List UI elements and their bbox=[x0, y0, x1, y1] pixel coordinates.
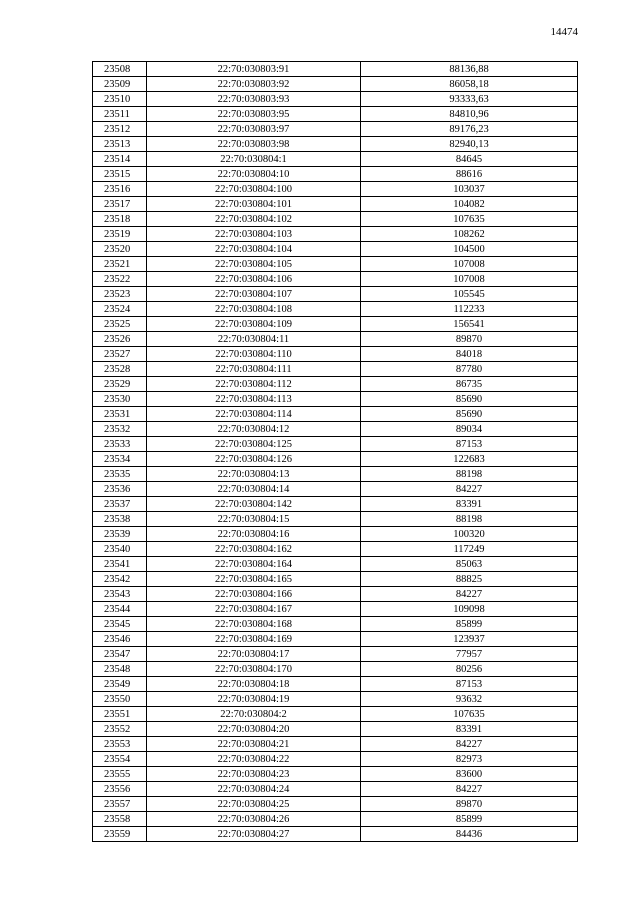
cadastral-number-cell: 22:70:030804:109 bbox=[147, 317, 361, 332]
row-number-cell: 23519 bbox=[93, 227, 147, 242]
cadastral-number-cell: 22:70:030803:91 bbox=[147, 62, 361, 77]
cadastral-number-cell: 22:70:030804:100 bbox=[147, 182, 361, 197]
cadastral-number-cell: 22:70:030804:105 bbox=[147, 257, 361, 272]
cadastral-number-cell: 22:70:030804:14 bbox=[147, 482, 361, 497]
row-number-cell: 23540 bbox=[93, 542, 147, 557]
row-number-cell: 23512 bbox=[93, 122, 147, 137]
table-row bbox=[93, 152, 578, 167]
cadastral-value-cell: 108262 bbox=[361, 227, 578, 242]
row-number-cell: 23548 bbox=[93, 662, 147, 677]
table-row bbox=[93, 407, 578, 422]
row-number-cell: 23546 bbox=[93, 632, 147, 647]
cadastral-value-cell: 117249 bbox=[361, 542, 578, 557]
row-number-cell: 23515 bbox=[93, 167, 147, 182]
cadastral-value-cell: 82973 bbox=[361, 752, 578, 767]
row-number-cell: 23524 bbox=[93, 302, 147, 317]
cadastral-number-cell: 22:70:030804:125 bbox=[147, 437, 361, 452]
cadastral-number-cell: 22:70:030804:167 bbox=[147, 602, 361, 617]
row-number-cell: 23516 bbox=[93, 182, 147, 197]
row-number-cell: 23525 bbox=[93, 317, 147, 332]
cadastral-value-cell: 105545 bbox=[361, 287, 578, 302]
table-row bbox=[93, 602, 578, 617]
cadastral-number-cell: 22:70:030804:17 bbox=[147, 647, 361, 662]
cadastral-value-cell: 122683 bbox=[361, 452, 578, 467]
cadastral-number-cell: 22:70:030804:13 bbox=[147, 467, 361, 482]
cadastral-number-cell: 22:70:030804:15 bbox=[147, 512, 361, 527]
table-row bbox=[93, 392, 578, 407]
table-row bbox=[93, 497, 578, 512]
table-row bbox=[93, 302, 578, 317]
row-number-cell: 23508 bbox=[93, 62, 147, 77]
cadastral-value-cell: 84227 bbox=[361, 782, 578, 797]
row-number-cell: 23533 bbox=[93, 437, 147, 452]
cadastral-number-cell: 22:70:030804:126 bbox=[147, 452, 361, 467]
cadastral-number-cell: 22:70:030804:168 bbox=[147, 617, 361, 632]
cadastral-value-cell: 84645 bbox=[361, 152, 578, 167]
row-number-cell: 23534 bbox=[93, 452, 147, 467]
cadastral-number-cell: 22:70:030804:22 bbox=[147, 752, 361, 767]
cadastral-value-cell: 123937 bbox=[361, 632, 578, 647]
table-row bbox=[93, 122, 578, 137]
cadastral-number-cell: 22:70:030804:111 bbox=[147, 362, 361, 377]
row-number-cell: 23536 bbox=[93, 482, 147, 497]
table-row bbox=[93, 752, 578, 767]
cadastral-value-cell: 109098 bbox=[361, 602, 578, 617]
table-row bbox=[93, 182, 578, 197]
cadastral-value-cell: 107008 bbox=[361, 272, 578, 287]
table-row bbox=[93, 632, 578, 647]
cadastral-value-cell: 86735 bbox=[361, 377, 578, 392]
row-number-cell: 23522 bbox=[93, 272, 147, 287]
cadastral-number-cell: 22:70:030804:165 bbox=[147, 572, 361, 587]
row-number-cell: 23552 bbox=[93, 722, 147, 737]
cadastral-value-cell: 88136,88 bbox=[361, 62, 578, 77]
row-number-cell: 23554 bbox=[93, 752, 147, 767]
cadastral-number-cell: 22:70:030804:107 bbox=[147, 287, 361, 302]
cadastral-value-cell: 89034 bbox=[361, 422, 578, 437]
table-row bbox=[93, 422, 578, 437]
row-number-cell: 23518 bbox=[93, 212, 147, 227]
cadastral-value-cell: 107635 bbox=[361, 212, 578, 227]
row-number-cell: 23544 bbox=[93, 602, 147, 617]
cadastral-value-cell: 89870 bbox=[361, 797, 578, 812]
row-number-cell: 23517 bbox=[93, 197, 147, 212]
table-row bbox=[93, 437, 578, 452]
row-number-cell: 23549 bbox=[93, 677, 147, 692]
cadastral-value-cell: 107008 bbox=[361, 257, 578, 272]
table-row bbox=[93, 557, 578, 572]
row-number-cell: 23538 bbox=[93, 512, 147, 527]
cadastral-number-cell: 22:70:030804:104 bbox=[147, 242, 361, 257]
cadastral-number-cell: 22:70:030804:1 bbox=[147, 152, 361, 167]
row-number-cell: 23529 bbox=[93, 377, 147, 392]
cadastral-value-cell: 100320 bbox=[361, 527, 578, 542]
row-number-cell: 23543 bbox=[93, 587, 147, 602]
row-number-cell: 23555 bbox=[93, 767, 147, 782]
cadastral-value-cell: 82940,13 bbox=[361, 137, 578, 152]
table-row bbox=[93, 527, 578, 542]
row-number-cell: 23528 bbox=[93, 362, 147, 377]
table-row bbox=[93, 362, 578, 377]
table-row bbox=[93, 707, 578, 722]
cadastral-value-cell: 104082 bbox=[361, 197, 578, 212]
table-row bbox=[93, 92, 578, 107]
row-number-cell: 23537 bbox=[93, 497, 147, 512]
cadastral-value-cell: 87153 bbox=[361, 437, 578, 452]
table-row bbox=[93, 542, 578, 557]
row-number-cell: 23520 bbox=[93, 242, 147, 257]
table-row bbox=[93, 257, 578, 272]
cadastral-number-cell: 22:70:030804:113 bbox=[147, 392, 361, 407]
row-number-cell: 23542 bbox=[93, 572, 147, 587]
table-row bbox=[93, 242, 578, 257]
cadastral-number-cell: 22:70:030803:92 bbox=[147, 77, 361, 92]
cadastral-value-cell: 104500 bbox=[361, 242, 578, 257]
cadastral-number-cell: 22:70:030804:101 bbox=[147, 197, 361, 212]
cadastral-number-cell: 22:70:030804:162 bbox=[147, 542, 361, 557]
row-number-cell: 23521 bbox=[93, 257, 147, 272]
row-number-cell: 23557 bbox=[93, 797, 147, 812]
table-row bbox=[93, 827, 578, 842]
cadastral-value-cell: 85063 bbox=[361, 557, 578, 572]
cadastral-value-cell: 93333,63 bbox=[361, 92, 578, 107]
cadastral-value-cell: 84227 bbox=[361, 737, 578, 752]
cadastral-number-cell: 22:70:030804:18 bbox=[147, 677, 361, 692]
table-row bbox=[93, 767, 578, 782]
cadastral-number-cell: 22:70:030804:20 bbox=[147, 722, 361, 737]
row-number-cell: 23509 bbox=[93, 77, 147, 92]
table-row bbox=[93, 62, 578, 77]
cadastral-value-cell: 112233 bbox=[361, 302, 578, 317]
row-number-cell: 23553 bbox=[93, 737, 147, 752]
cadastral-value-cell: 87153 bbox=[361, 677, 578, 692]
table-row bbox=[93, 197, 578, 212]
cadastral-number-cell: 22:70:030804:112 bbox=[147, 377, 361, 392]
table-row bbox=[93, 347, 578, 362]
table-body bbox=[93, 62, 578, 842]
cadastral-value-cell: 83391 bbox=[361, 497, 578, 512]
cadastral-value-table bbox=[92, 61, 578, 842]
table-row bbox=[93, 617, 578, 632]
row-number-cell: 23541 bbox=[93, 557, 147, 572]
cadastral-number-cell: 22:70:030804:170 bbox=[147, 662, 361, 677]
table-row bbox=[93, 272, 578, 287]
row-number-cell: 23558 bbox=[93, 812, 147, 827]
cadastral-value-cell: 156541 bbox=[361, 317, 578, 332]
cadastral-value-cell: 87780 bbox=[361, 362, 578, 377]
table-row bbox=[93, 452, 578, 467]
cadastral-number-cell: 22:70:030804:16 bbox=[147, 527, 361, 542]
cadastral-value-cell: 88198 bbox=[361, 467, 578, 482]
row-number-cell: 23547 bbox=[93, 647, 147, 662]
table-row bbox=[93, 572, 578, 587]
cadastral-number-cell: 22:70:030804:102 bbox=[147, 212, 361, 227]
cadastral-value-cell: 93632 bbox=[361, 692, 578, 707]
table-row bbox=[93, 812, 578, 827]
cadastral-value-cell: 88825 bbox=[361, 572, 578, 587]
table-row bbox=[93, 287, 578, 302]
cadastral-number-cell: 22:70:030804:12 bbox=[147, 422, 361, 437]
cadastral-value-cell: 83600 bbox=[361, 767, 578, 782]
table-row bbox=[93, 467, 578, 482]
table-row bbox=[93, 782, 578, 797]
table-row bbox=[93, 227, 578, 242]
cadastral-number-cell: 22:70:030804:166 bbox=[147, 587, 361, 602]
table-row bbox=[93, 692, 578, 707]
table-row bbox=[93, 107, 578, 122]
row-number-cell: 23535 bbox=[93, 467, 147, 482]
cadastral-value-cell: 80256 bbox=[361, 662, 578, 677]
cadastral-value-cell: 89870 bbox=[361, 332, 578, 347]
cadastral-value-cell: 85899 bbox=[361, 617, 578, 632]
cadastral-number-cell: 22:70:030803:98 bbox=[147, 137, 361, 152]
row-number-cell: 23514 bbox=[93, 152, 147, 167]
cadastral-number-cell: 22:70:030804:110 bbox=[147, 347, 361, 362]
cadastral-number-cell: 22:70:030804:21 bbox=[147, 737, 361, 752]
row-number-cell: 23523 bbox=[93, 287, 147, 302]
row-number-cell: 23539 bbox=[93, 527, 147, 542]
table-row bbox=[93, 77, 578, 92]
cadastral-number-cell: 22:70:030803:97 bbox=[147, 122, 361, 137]
cadastral-value-cell: 84810,96 bbox=[361, 107, 578, 122]
table-row bbox=[93, 167, 578, 182]
cadastral-value-cell: 77957 bbox=[361, 647, 578, 662]
table-row bbox=[93, 737, 578, 752]
page-number: 14474 bbox=[550, 26, 578, 38]
cadastral-number-cell: 22:70:030804:24 bbox=[147, 782, 361, 797]
table-row bbox=[93, 512, 578, 527]
cadastral-number-cell: 22:70:030804:164 bbox=[147, 557, 361, 572]
cadastral-value-cell: 85690 bbox=[361, 392, 578, 407]
cadastral-number-cell: 22:70:030804:169 bbox=[147, 632, 361, 647]
row-number-cell: 23556 bbox=[93, 782, 147, 797]
cadastral-number-cell: 22:70:030804:106 bbox=[147, 272, 361, 287]
table-row bbox=[93, 662, 578, 677]
row-number-cell: 23527 bbox=[93, 347, 147, 362]
cadastral-number-cell: 22:70:030803:95 bbox=[147, 107, 361, 122]
row-number-cell: 23511 bbox=[93, 107, 147, 122]
cadastral-number-cell: 22:70:030804:25 bbox=[147, 797, 361, 812]
cadastral-number-cell: 22:70:030804:10 bbox=[147, 167, 361, 182]
cadastral-number-cell: 22:70:030804:26 bbox=[147, 812, 361, 827]
table-row bbox=[93, 332, 578, 347]
cadastral-value-cell: 107635 bbox=[361, 707, 578, 722]
table-row bbox=[93, 677, 578, 692]
table-row bbox=[93, 137, 578, 152]
cadastral-number-cell: 22:70:030804:23 bbox=[147, 767, 361, 782]
cadastral-value-cell: 86058,18 bbox=[361, 77, 578, 92]
row-number-cell: 23513 bbox=[93, 137, 147, 152]
cadastral-number-cell: 22:70:030804:11 bbox=[147, 332, 361, 347]
row-number-cell: 23531 bbox=[93, 407, 147, 422]
row-number-cell: 23545 bbox=[93, 617, 147, 632]
cadastral-value-cell: 84227 bbox=[361, 482, 578, 497]
row-number-cell: 23559 bbox=[93, 827, 147, 842]
cadastral-number-cell: 22:70:030804:103 bbox=[147, 227, 361, 242]
row-number-cell: 23526 bbox=[93, 332, 147, 347]
cadastral-number-cell: 22:70:030804:2 bbox=[147, 707, 361, 722]
cadastral-value-cell: 83391 bbox=[361, 722, 578, 737]
table-row bbox=[93, 317, 578, 332]
table-row bbox=[93, 722, 578, 737]
cadastral-value-cell: 103037 bbox=[361, 182, 578, 197]
row-number-cell: 23532 bbox=[93, 422, 147, 437]
cadastral-number-cell: 22:70:030804:108 bbox=[147, 302, 361, 317]
cadastral-value-cell: 89176,23 bbox=[361, 122, 578, 137]
cadastral-value-cell: 88198 bbox=[361, 512, 578, 527]
row-number-cell: 23551 bbox=[93, 707, 147, 722]
table-row bbox=[93, 647, 578, 662]
cadastral-value-cell: 84227 bbox=[361, 587, 578, 602]
row-number-cell: 23530 bbox=[93, 392, 147, 407]
cadastral-value-cell: 84018 bbox=[361, 347, 578, 362]
cadastral-value-cell: 85690 bbox=[361, 407, 578, 422]
cadastral-value-cell: 85899 bbox=[361, 812, 578, 827]
row-number-cell: 23510 bbox=[93, 92, 147, 107]
table-row bbox=[93, 797, 578, 812]
cadastral-number-cell: 22:70:030803:93 bbox=[147, 92, 361, 107]
table-row bbox=[93, 377, 578, 392]
cadastral-value-cell: 88616 bbox=[361, 167, 578, 182]
cadastral-number-cell: 22:70:030804:27 bbox=[147, 827, 361, 842]
cadastral-number-cell: 22:70:030804:114 bbox=[147, 407, 361, 422]
cadastral-number-cell: 22:70:030804:19 bbox=[147, 692, 361, 707]
cadastral-number-cell: 22:70:030804:142 bbox=[147, 497, 361, 512]
table-row bbox=[93, 212, 578, 227]
table-row bbox=[93, 482, 578, 497]
cadastral-value-cell: 84436 bbox=[361, 827, 578, 842]
table-row bbox=[93, 587, 578, 602]
row-number-cell: 23550 bbox=[93, 692, 147, 707]
